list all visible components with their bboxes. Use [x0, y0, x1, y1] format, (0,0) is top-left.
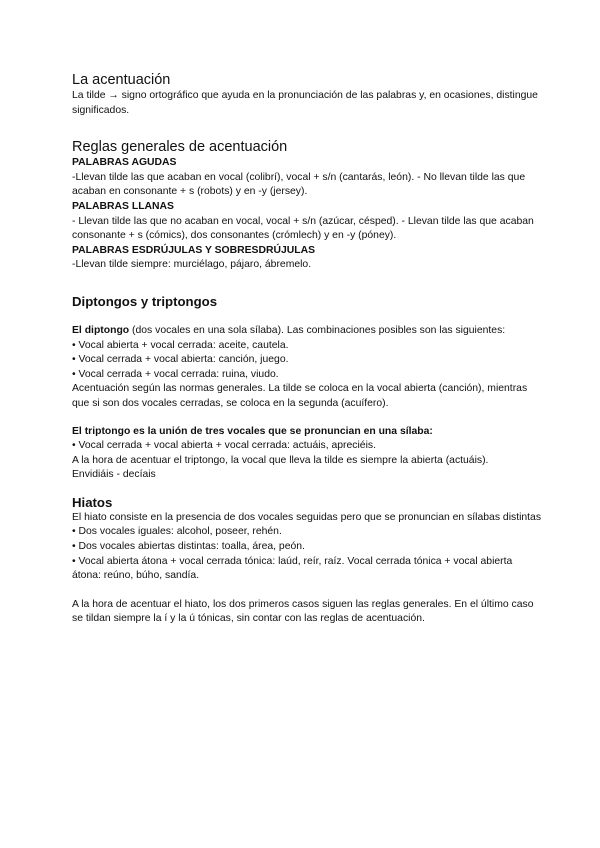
list-item: • Dos vocales abiertas distintas: toalla, área, peón.: [72, 541, 305, 553]
diptongo-definition: [72, 324, 542, 339]
document-content: [72, 71, 542, 627]
list-item: • Dos vocales iguales: alcohol, poseer, rehén.: [72, 526, 282, 538]
triptongo-note: A la hora de acentuar el triptongo, la vocal que lleva la tilde es siempre la abierta (actuáis).: [72, 454, 489, 466]
triptongo-item: • Vocal cerrada + vocal abierta + vocal cerrada: actuáis, apreciéis.: [72, 440, 376, 452]
intro-paragraph: La tilde → signo ortográfico que ayuda en la pronunciación de las palabras y, en ocasiones, distingue significados.: [72, 90, 538, 116]
agudas-text: -Llevan tilde las que acaban en vocal (colibrí), vocal + s/n (cantarás, león). - No llevan tilde las que acaban en consonante + s (robots) y en -y (jersey).: [72, 171, 526, 198]
hiato-definition: El hiato consiste en la presencia de dos vocales seguidas pero que se pronuncian en sílabas distintas: [72, 511, 542, 523]
list-item: • Vocal cerrada + vocal cerrada: ruina, viudo.: [72, 368, 279, 380]
agudas-label: PALABRAS AGUDAS: [72, 157, 177, 169]
page-title: La acentuación: [72, 72, 171, 88]
rules-heading: Reglas generales de acentuación: [72, 139, 288, 156]
llanas-label: PALABRAS LLANAS: [72, 200, 174, 212]
list-item: • Vocal abierta + vocal cerrada: aceite, cautela.: [72, 339, 289, 351]
diptongo-definition-text: (dos vocales en una sola sílaba). Las combinaciones posibles son las siguientes:: [129, 324, 506, 336]
list-item: • Vocal abierta átona + vocal cerrada tónica: laúd, reír, raíz. Vocal cerrada tónica + vocal abierta átona: reúno, búho, sandía.: [72, 555, 513, 582]
esdrujulas-label: PALABRAS ESDRÚJULAS Y SOBRESDRÚJULAS: [72, 244, 316, 256]
triptongo-definition: El triptongo es la unión de tres vocales que se pronuncian en una sílaba:: [72, 425, 433, 437]
diptongo-note: Acentuación según las normas generales. La tilde se coloca en la vocal abierta (canción), mientras que si son dos vocales cerradas, se coloca en la segunda (acuífero).: [72, 383, 528, 409]
esdrujulas-text: -Llevan tilde siempre: murciélago, pájaro, ábremelo.: [72, 259, 312, 271]
hiato-note: A la hora de acentuar el hiato, los dos primeros casos siguen las reglas generales. En el último caso se tildan siempre la í y la ú tónicas, sin contar con las reglas de acentuación.: [72, 598, 534, 625]
hiatos-heading: Hiatos: [72, 494, 113, 510]
diptongo-term: El diptongo: [72, 324, 130, 336]
diptongos-heading: Diptongos y triptongos: [72, 293, 218, 309]
llanas-text: - Llevan tilde las que no acaban en vocal, vocal + s/n (azúcar, césped). - Llevan tilde las que acaban consonante + s (cómics), dos consonantes (crómlech) y en -y (póney).: [72, 215, 534, 242]
diptongo-list: [72, 339, 542, 383]
triptongo-example: Envidiáis - decíais: [72, 469, 156, 481]
hiato-list: [72, 525, 542, 583]
list-item: • Vocal cerrada + vocal abierta: canción, juego.: [72, 354, 289, 366]
